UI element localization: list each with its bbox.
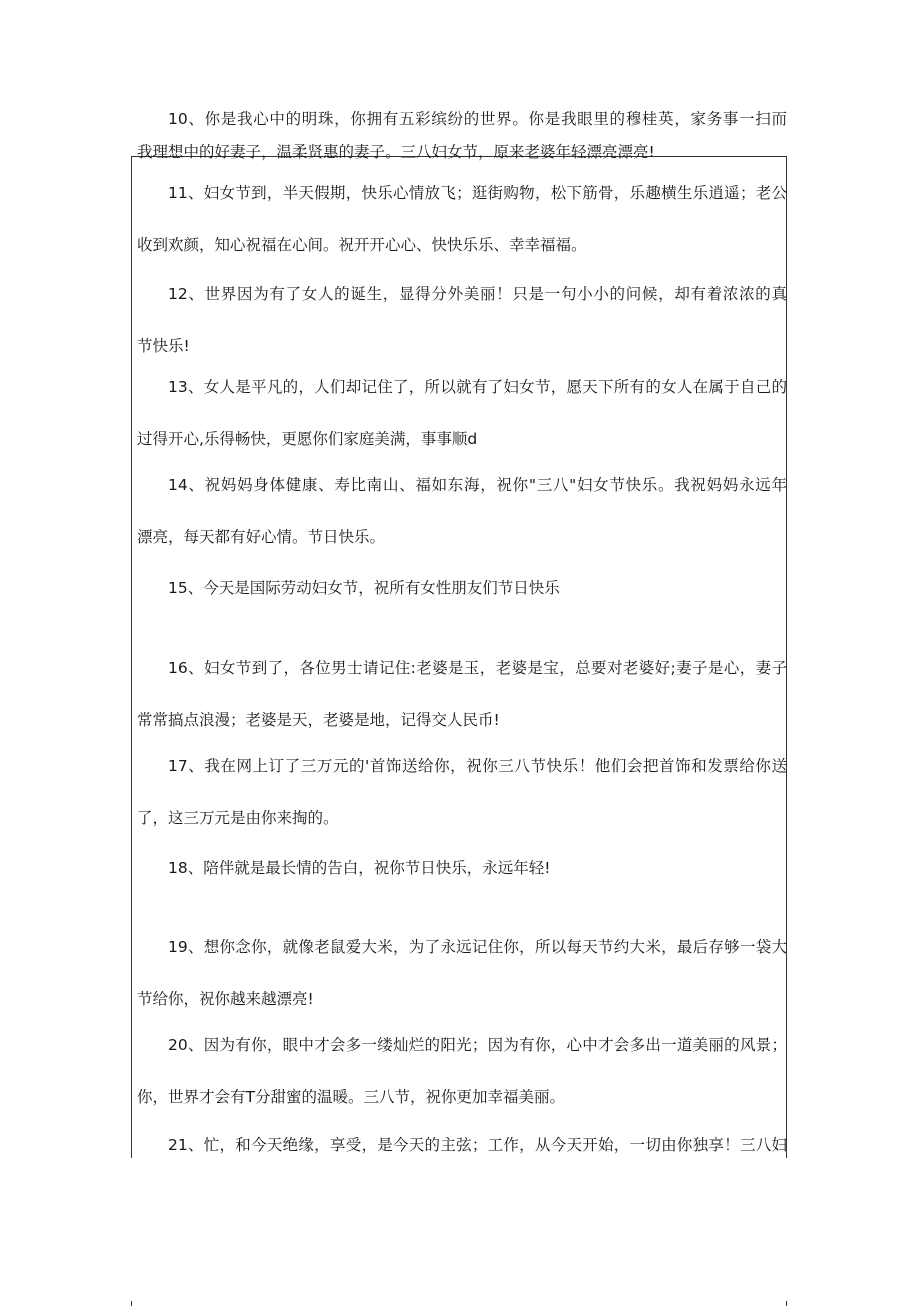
- paragraph-line: 11、妇女节到，半天假期，快乐心情放飞；逛街购物，松下筋骨，乐趣横生乐逍遥；老公: [168, 184, 787, 202]
- paragraph-20: [137, 1032, 787, 1110]
- paragraph-line: 我理想中的好妻子，温柔贤惠的妻子。三八妇女节，原来老婆年轻漂亮漂亮!: [137, 143, 655, 161]
- paragraph-21: [137, 1132, 787, 1158]
- paragraph-line: 13、女人是平凡的，人们却记住了，所以就有了妇女节，愿天下所有的女人在属于自己的: [168, 378, 787, 396]
- paragraph-line: 常常搞点浪漫；老婆是天，老婆是地，记得交人民币!: [137, 711, 500, 729]
- paragraph-line: 节给你，祝你越来越漂亮!: [137, 990, 314, 1008]
- paragraph-line: 节快乐!: [137, 337, 190, 355]
- paragraph-line: 17、我在网上订了三万元的'首饰送给你，祝你三八节快乐！他们会把首饰和发票给你送: [168, 757, 787, 775]
- paragraph-19: [137, 934, 787, 1012]
- paragraph-line: 15、今天是国际劳动妇女节，祝所有女性朋友们节日快乐: [168, 579, 560, 597]
- paragraph-14: [137, 472, 787, 550]
- paragraph-line: 收到欢颜，知心祝福在心间。祝开开心心、快快乐乐、幸幸福福。: [137, 236, 587, 254]
- paragraph-13: [137, 374, 787, 452]
- paragraph-17: [137, 753, 787, 831]
- paragraph-line: 18、陪伴就是最长情的告白，祝你节日快乐，永远年轻!: [168, 859, 551, 877]
- paragraph-line: 你，世界才会有T分甜蜜的温暖。三八节，祝你更加幸福美丽。: [137, 1088, 565, 1106]
- paragraph-line: 漂亮，每天都有好心情。节日快乐。: [137, 528, 386, 546]
- paragraph-line: 20、因为有你，眼中才会多一缕灿烂的阳光；因为有你，心中才会多出一道美丽的风景；: [168, 1036, 787, 1054]
- paragraph-line: 19、想你念你，就像老鼠爱大米，为了永远记住你，所以每天节约大米，最后存够一袋大: [168, 938, 787, 956]
- paragraph-line: 16、妇女节到了，各位男士请记住:老婆是玉，老婆是宝，总要对老婆好;妻子是心，妻子: [168, 659, 787, 677]
- paragraph-line: 了，这三万元是由你来掏的。: [137, 809, 339, 827]
- paragraph-line: 14、祝妈妈身体健康、寿比南山、福如东海，祝你"三八"妇女节快乐。我祝妈妈永远年: [168, 476, 787, 494]
- paragraph-18: [137, 855, 787, 881]
- paragraph-16: [137, 655, 787, 733]
- paragraph-10: [137, 106, 787, 165]
- paragraph-line: 过得开心,乐得畅快，更愿你们家庭美满，事事顺d: [137, 430, 478, 448]
- paragraph-15: [137, 575, 787, 601]
- page-bottom-margin: [0, 1158, 920, 1301]
- paragraph-line: 21、忙，和今天绝缘，享受，是今天的主弦；工作，从今天开始，一切由你独享！三八妇: [168, 1136, 787, 1154]
- paragraph-12: [137, 281, 787, 359]
- paragraph-line: 10、你是我心中的明珠，你拥有五彩缤纷的世界。你是我眼里的穆桂英，家务事一扫而: [168, 110, 787, 128]
- paragraph-11: [137, 180, 787, 258]
- paragraph-line: 12、世界因为有了女人的诞生，显得分外美丽！只是一句小小的问候，却有着浓浓的真: [168, 285, 787, 303]
